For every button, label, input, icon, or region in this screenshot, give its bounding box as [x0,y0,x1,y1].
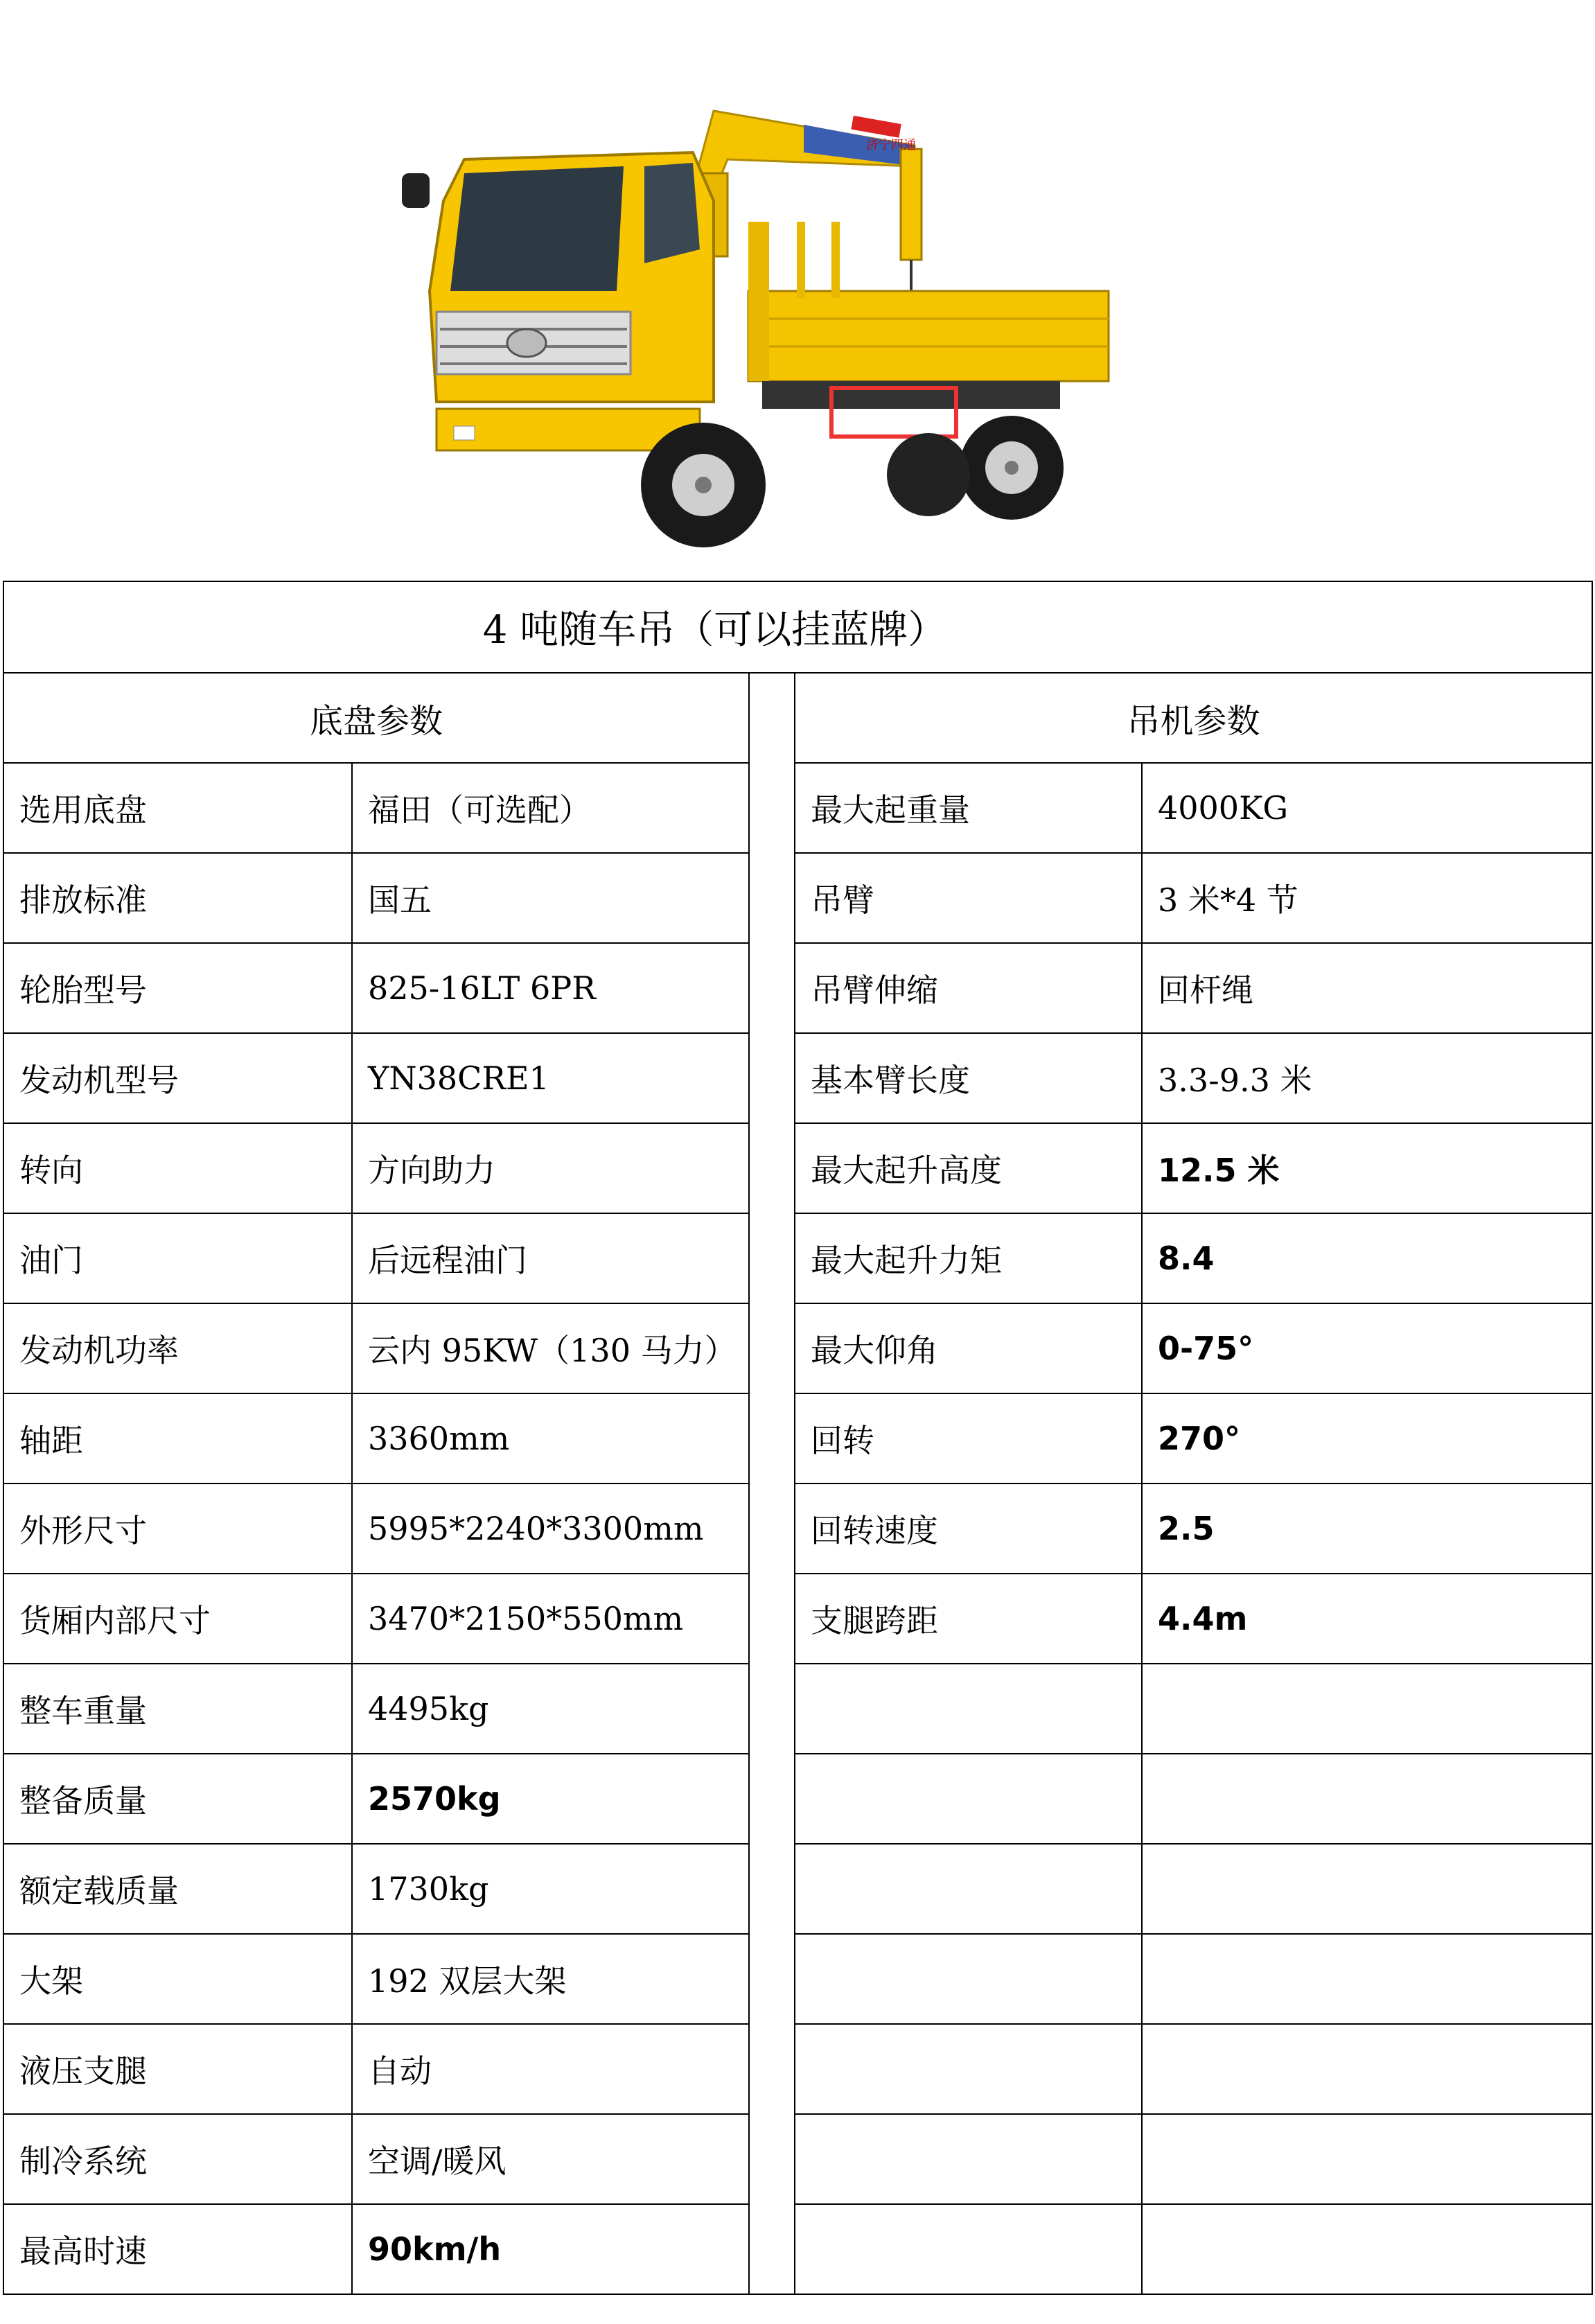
crane-param-label: 回转速度 [795,1484,1142,1574]
truck-brand-logo: 济宁四通 [866,138,916,152]
spec-row [3,1033,1592,1123]
spec-row [3,1574,1592,1664]
crane-param-value [1142,2024,1592,2114]
spec-row [3,1213,1592,1303]
crane-param-value: 2.5 [1142,1484,1592,1574]
chassis-param-label: 整车重量 [3,1664,352,1754]
crane-param-value [1142,2114,1592,2204]
chassis-param-value: 后远程油门 [352,1213,749,1303]
spec-row [3,763,1592,853]
crane-param-value: 3.3-9.3 米 [1142,1033,1592,1123]
crane-param-value [1142,2204,1592,2294]
chassis-param-value: 5995*2240*3300mm [352,1484,749,1574]
crane-param-label: 回转 [795,1393,1142,1484]
crane-param-value: 4000KG [1142,763,1592,853]
spec-row [3,1844,1592,1934]
crane-param-label: 最大仰角 [795,1303,1142,1393]
chassis-param-label: 最高时速 [3,2204,352,2294]
crane-param-label [795,2024,1142,2114]
chassis-param-label: 发动机型号 [3,1033,352,1123]
chassis-param-label: 整备质量 [3,1754,352,1844]
chassis-param-label: 液压支腿 [3,2024,352,2114]
spec-row [3,1934,1592,2024]
spec-row [3,2204,1592,2294]
crane-param-value [1142,1664,1592,1754]
table-title: 4 吨随车吊（可以挂蓝牌） [3,581,1592,673]
chassis-param-label: 大架 [3,1934,352,2024]
spec-row [3,1303,1592,1393]
chassis-param-value: 3360mm [352,1393,749,1484]
spec-row [3,1123,1592,1213]
chassis-param-label: 油门 [3,1213,352,1303]
chassis-param-value: 192 双层大架 [352,1934,749,2024]
chassis-param-value: 方向助力 [352,1123,749,1213]
crane-param-label: 吊臂 [795,853,1142,943]
chassis-param-label: 转向 [3,1123,352,1213]
chassis-param-value: 1730kg [352,1844,749,1934]
spec-row [3,943,1592,1033]
chassis-param-value: 自动 [352,2024,749,2114]
chassis-param-label: 货厢内部尺寸 [3,1574,352,1664]
chassis-param-value: 2570kg [352,1754,749,1844]
truck-crane-photo [388,83,1164,561]
chassis-param-value: 4495kg [352,1664,749,1754]
crane-params-header: 吊机参数 [795,673,1592,763]
truck-cab [402,152,714,450]
chassis-param-label: 额定载质量 [3,1844,352,1934]
crane-param-label [795,2114,1142,2204]
chassis-param-value: 3470*2150*550mm [352,1574,749,1664]
spec-row [3,1484,1592,1574]
crane-param-value: 270° [1142,1393,1592,1484]
chassis-param-value: YN38CRE1 [352,1033,749,1123]
chassis-param-label: 轴距 [3,1393,352,1484]
crane-param-label: 支腿跨距 [795,1574,1142,1664]
crane-param-value: 3 米*4 节 [1142,853,1592,943]
crane-param-label: 基本臂长度 [795,1033,1142,1123]
chassis-param-label: 发动机功率 [3,1303,352,1393]
chassis-param-value: 福田（可选配） [352,763,749,853]
column-separator [749,673,795,2294]
crane-param-value: 0-75° [1142,1303,1592,1393]
cargo-bed [748,222,1109,437]
chassis-param-label: 轮胎型号 [3,943,352,1033]
crane-param-label [795,1934,1142,2024]
spec-row [3,1754,1592,1844]
chassis-param-label: 选用底盘 [3,763,352,853]
crane-param-label [795,1664,1142,1754]
chassis-param-value: 国五 [352,853,749,943]
crane-param-label [795,1844,1142,1934]
crane-param-value [1142,1934,1592,2024]
chassis-param-value: 空调/暖风 [352,2114,749,2204]
spec-table [3,581,1593,2295]
chassis-param-label: 外形尺寸 [3,1484,352,1574]
chassis-param-value: 825-16LT 6PR [352,943,749,1033]
crane-param-value: 4.4m [1142,1574,1592,1664]
crane-param-value: 12.5 米 [1142,1123,1592,1213]
spec-row [3,1664,1592,1754]
spec-row [3,853,1592,943]
spec-row [3,1393,1592,1484]
chassis-param-label: 制冷系统 [3,2114,352,2204]
crane-param-value: 8.4 [1142,1213,1592,1303]
crane-param-label: 最大起升力矩 [795,1213,1142,1303]
crane-param-label: 最大起升高度 [795,1123,1142,1213]
chassis-param-value: 云内 95KW（130 马力） [352,1303,749,1393]
crane-param-value [1142,1754,1592,1844]
crane-param-value: 回杆绳 [1142,943,1592,1033]
crane-param-value [1142,1844,1592,1934]
chassis-param-label: 排放标准 [3,853,352,943]
spec-row [3,2114,1592,2204]
chassis-param-value: 90km/h [352,2204,749,2294]
crane-param-label [795,1754,1142,1844]
crane-param-label: 吊臂伸缩 [795,943,1142,1033]
chassis-params-header: 底盘参数 [3,673,749,763]
crane-param-label: 最大起重量 [795,763,1142,853]
spec-row [3,2024,1592,2114]
crane-param-label [795,2204,1142,2294]
